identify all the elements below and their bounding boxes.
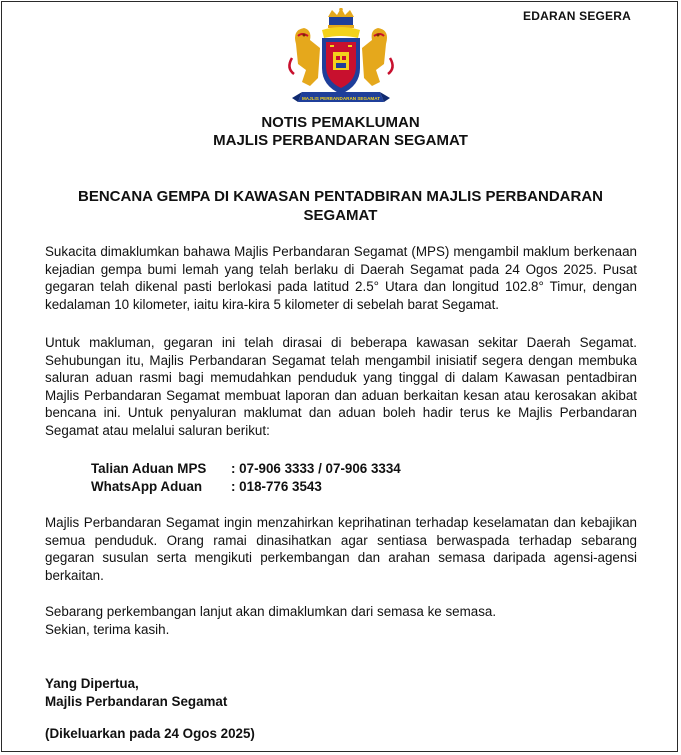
contact-label: WhatsApp Aduan [91, 479, 203, 494]
crest-banner-text: MAJLIS PERBANDARAN SEGAMAT [301, 96, 381, 101]
paragraph-intro: Sukacita dimaklumkan bahawa Majlis Perbandaran Segamat (MPS) mengambil maklum berkenaan kejadian gempa bumi lemah yang telah berlaku di Daerah Segamat pada 24 Ogos 2025. Pusat gegaran telah dikenal pasti berlokasi pada latitud 2.5° Utara dan longitud 102.8° Timur, dengan kedalaman 10 kilometer, iaitu kira-kira 5 kilometer di sebelah barat Segamat. [45, 244, 637, 312]
closing-text: Sekian, terima kasih. [45, 621, 170, 637]
issuer-title: MAJLIS PERBANDARAN SEGAMAT [213, 132, 468, 149]
left-lion-supporter [289, 28, 320, 86]
contact-row-whatsapp [91, 478, 401, 496]
contact-phone: : 07-906 3333 / 07-906 3334 [231, 461, 401, 476]
urgent-label: EDARAN SEGERA [523, 9, 631, 23]
signature-block [45, 675, 227, 710]
signatory-organization: Majlis Perbandaran Segamat [45, 693, 228, 709]
contact-list [91, 460, 401, 496]
notice-headline: BENCANA GEMPA DI KAWASAN PENTADBIRAN MAJLIS PERBANDARAN SEGAMAT [77, 188, 603, 224]
paragraph-advisory: Majlis Perbandaran Segamat ingin menzahirkan keprihatinan terhadap keselamatan dan kebajikan semua penduduk. Orang ramai dinasihatkan agar sentiasa berwaspada terhadap sebarang gegaran susulan serta mengikuti perkembangan dan arahan semasa daripada agensi-agensi berkaitan. [45, 515, 637, 583]
signatory-title: Yang Dipertua, [45, 676, 139, 691]
shield-icon [322, 38, 360, 94]
contact-row-hotline [91, 460, 401, 478]
updates-text: Sebarang perkembangan lanjut akan dimaklumkan dari semasa ke semasa. [45, 604, 497, 619]
municipal-crest-logo [282, 8, 400, 108]
crown-icon [328, 8, 354, 28]
contact-phone: : 018-776 3543 [231, 479, 322, 494]
notice-title: NOTIS PEMAKLUMAN [261, 114, 420, 131]
right-lion-supporter [362, 28, 393, 86]
issued-date: (Dikeluarkan pada 24 Ogos 2025) [45, 726, 255, 741]
contact-label: Talian Aduan MPS [91, 461, 207, 476]
paragraph-updates [45, 603, 637, 638]
paragraph-complaint-channels: Untuk makluman, gegaran ini telah dirasai di beberapa kawasan sekitar Daerah Segamat. Sehubungan itu, Majlis Perbandaran Segamat telah mengambil inisiatif segera dengan membuka saluran aduan rasmi bagi memudahkan penduduk yang tinggal di dalam Kawasan pentadbiran Majlis Perbandaran Segamat membuat laporan dan aduan berkaitan kesan atau kerosakan akibat bencana ini. Untuk penyaluran maklumat dan aduan boleh hadir terus ke Majlis Perbandaran Segamat atau melalui saluran berikut: [45, 335, 637, 438]
crest-banner [292, 92, 390, 102]
